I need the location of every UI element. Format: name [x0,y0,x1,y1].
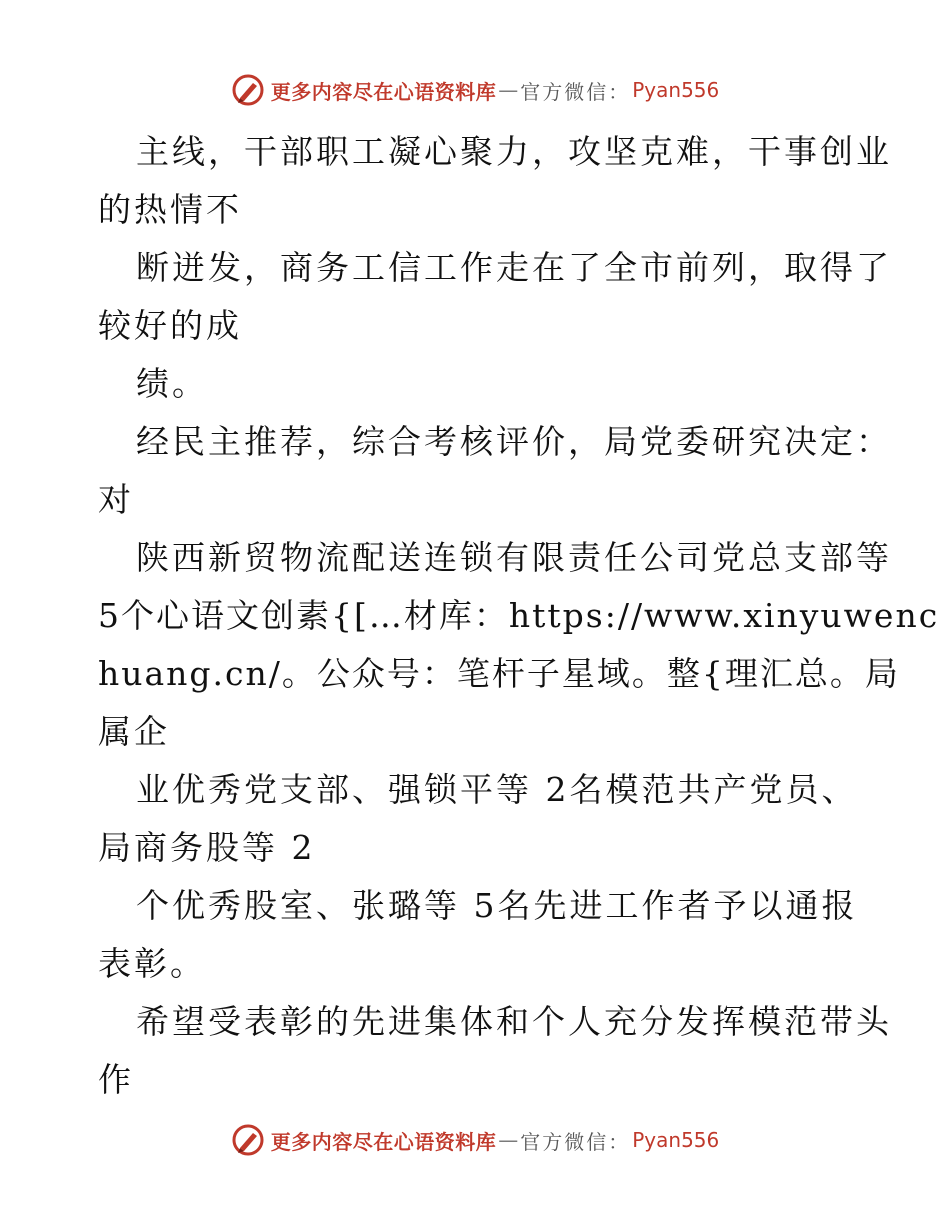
body-line: 经民主推荐，综合考核评价，局党委研究决定： [136,422,892,461]
banner-dash: — [498,78,519,102]
body-line: huang.cn/。公众号：笔杆子星域。整{理汇总。局 [98,654,900,693]
banner-dash: — [498,1128,519,1152]
banner-wechat-id: Pyan556 [632,78,720,102]
body-line: 个优秀股室、张璐等 5名先进工作者予以通报 [136,886,858,925]
body-line: 局商务股等 2 [98,828,316,867]
banner-brand: 更多内容尽在心语资料库 [270,1129,497,1154]
body-line: 希望受表彰的先进集体和个人充分发挥模范带头 [136,1002,892,1041]
footer-banner [0,1120,950,1160]
pen-logo-icon [231,73,265,107]
body-line: 业优秀党支部、强锁平等 2名模范共产党员、 [136,770,858,809]
body-line: 5个心语文创素{[…材库：https://www.xinyuwenc [98,596,940,635]
body-line: 属企 [98,712,170,751]
body-line: 较好的成 [98,306,242,345]
body-line: 主线，干部职工凝心聚力，攻坚克难，干事创业 [136,132,892,171]
banner-wechat-label: 官方微信： [520,1129,631,1154]
banner-wechat-id: Pyan556 [632,1128,720,1152]
body-line: 陕西新贸物流配送连锁有限责任公司党总支部等 [136,538,892,577]
body-line: 绩。 [136,364,208,403]
banner-brand: 更多内容尽在心语资料库 [270,79,497,104]
pen-logo-icon [231,1123,265,1157]
body-line: 断迸发，商务工信工作走在了全市前列，取得了 [136,248,892,287]
document-body [98,123,940,1109]
banner-wechat-label: 官方微信： [520,79,631,104]
body-line: 的热情不 [98,190,242,229]
body-line: 作 [98,1060,134,1099]
body-line: 对 [98,480,134,519]
body-line: 表彰。 [98,944,206,983]
header-banner [0,70,950,110]
